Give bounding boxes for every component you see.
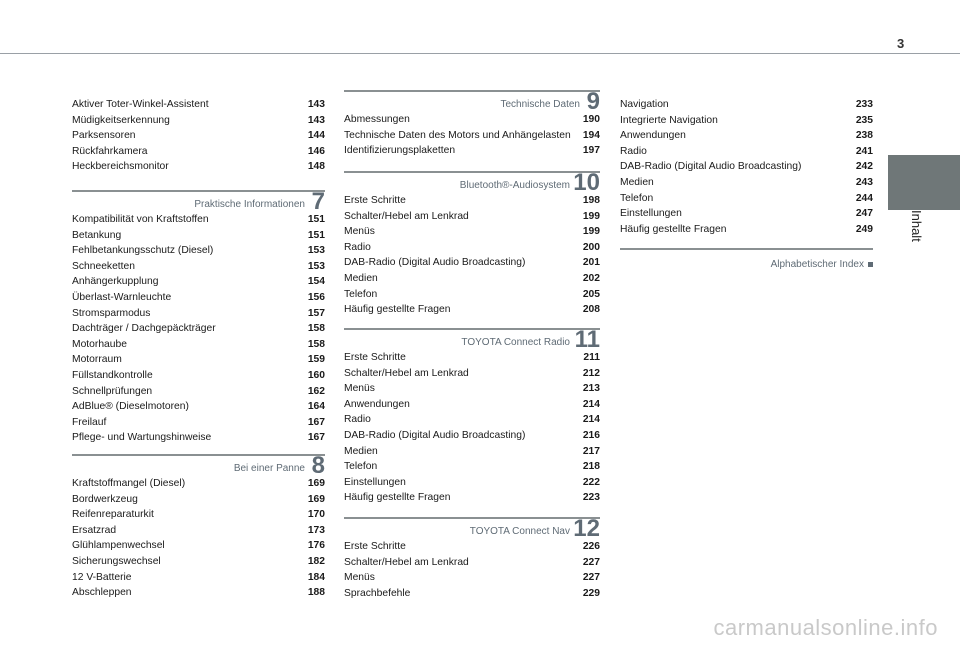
toc-entry-page: 144 — [307, 130, 325, 142]
toc-entry[interactable] — [72, 399, 325, 415]
toc-entry-page: 169 — [307, 478, 325, 489]
toc-entry-page: 167 — [307, 416, 325, 428]
toc-entry-title: Fehlbetankungsschutz (Diesel) — [72, 245, 214, 257]
toc-entry-title: Kraftstoffmangel (Diesel) — [72, 478, 186, 489]
toc-entry-title: Betankung — [72, 229, 122, 241]
toc-entry-title: Aktiver Toter-Winkel-Assistent — [72, 99, 209, 110]
section-entry-list — [344, 193, 600, 318]
toc-entry-title: Radio — [344, 414, 371, 426]
toc-entry-title: Freilauf — [72, 416, 107, 428]
toc-entry-title: Heckbereichsmonitor — [72, 161, 169, 173]
toc-entry[interactable] — [344, 271, 600, 287]
toc-entry[interactable] — [620, 113, 873, 129]
toc-entry-title: Anwendungen — [620, 130, 686, 142]
toc-entry[interactable] — [72, 259, 325, 275]
toc-entry[interactable] — [344, 350, 600, 366]
toc-entry[interactable] — [344, 397, 600, 413]
toc-entry-page: 214 — [582, 414, 600, 426]
toc-entry-page: 154 — [307, 276, 325, 288]
toc-entry-page: 158 — [307, 323, 325, 335]
toc-entry-title: Parksensoren — [72, 130, 136, 142]
section-title: Technische Daten — [500, 99, 580, 110]
toc-entry-title: DAB-Radio (Digital Audio Broadcasting) — [344, 257, 526, 269]
section-rule — [344, 517, 600, 519]
section-number: 9 — [586, 88, 600, 115]
toc-entry-title: Rückfahrkamera — [72, 145, 148, 157]
col3-top-list — [620, 97, 873, 237]
toc-entry[interactable] — [620, 144, 873, 160]
toc-entry[interactable] — [344, 428, 600, 444]
toc-entry[interactable] — [344, 240, 600, 256]
toc-entry[interactable] — [72, 128, 325, 144]
toc-entry-title: Menüs — [344, 226, 375, 238]
toc-entry-page: 164 — [307, 401, 325, 413]
toc-entry-title: Telefon — [344, 461, 378, 473]
section-header — [344, 167, 600, 196]
toc-entry-title: Reifenreparaturkit — [72, 509, 154, 521]
toc-entry-page: 151 — [307, 229, 325, 241]
toc-entry-title: Erste Schritte — [344, 541, 406, 552]
toc-entry-title: Glühlampenwechsel — [72, 540, 165, 552]
toc-entry-title: Dachträger / Dachgepäckträger — [72, 323, 216, 335]
section-entry-list — [72, 476, 325, 601]
toc-entry[interactable] — [72, 306, 325, 322]
toc-entry-page: 214 — [582, 398, 600, 410]
section-rule — [344, 171, 600, 173]
toc-entry-page: 156 — [307, 291, 325, 303]
toc-entry-title: Telefon — [344, 288, 378, 300]
toc-entry-page: 160 — [307, 369, 325, 381]
toc-entry-page: 167 — [307, 432, 325, 444]
toc-entry[interactable] — [344, 459, 600, 475]
toc-entry-title: DAB-Radio (Digital Audio Broadcasting) — [344, 429, 526, 441]
toc-entry-page: 212 — [582, 367, 600, 379]
toc-entry[interactable] — [72, 538, 325, 554]
toc-entry-page: 153 — [307, 245, 325, 257]
toc-entry[interactable] — [72, 113, 325, 129]
toc-entry-title: Schnellprüfungen — [72, 385, 153, 397]
toc-entry[interactable] — [344, 570, 600, 586]
section-9 — [344, 86, 600, 159]
toc-entry[interactable] — [72, 352, 325, 368]
toc-entry-title: Sicherungswechsel — [72, 555, 161, 567]
section-entry-list — [72, 212, 325, 446]
toc-entry[interactable] — [620, 222, 873, 238]
toc-entry[interactable] — [72, 523, 325, 539]
toc-entry-title: Menüs — [344, 572, 375, 584]
toc-entry[interactable] — [344, 112, 600, 128]
toc-entry[interactable] — [344, 490, 600, 506]
section-number: 7 — [311, 188, 325, 215]
section-number: 12 — [573, 515, 600, 542]
toc-entry[interactable] — [344, 555, 600, 571]
toc-entry[interactable] — [72, 97, 325, 113]
toc-entry-title: Erste Schritte — [344, 352, 406, 363]
toc-entry[interactable] — [72, 337, 325, 353]
toc-entry-page: 223 — [582, 492, 600, 504]
toc-entry[interactable] — [72, 430, 325, 446]
toc-entry-title: Häufig gestellte Fragen — [344, 492, 451, 504]
toc-entry-title: Anwendungen — [344, 398, 410, 410]
toc-entry-page: 153 — [307, 260, 325, 272]
toc-entry-title: Schneeketten — [72, 260, 135, 272]
section-title: Bei einer Panne — [233, 463, 305, 474]
toc-entry-title: Müdigkeitserkennung — [72, 114, 170, 126]
toc-entry[interactable] — [344, 143, 600, 159]
side-tab[interactable] — [888, 155, 960, 210]
page-number: 3 — [897, 36, 905, 51]
toc-entry-page: 159 — [307, 354, 325, 366]
alphabetical-index-label: Alphabetischer Index — [770, 259, 864, 270]
toc-entry[interactable] — [72, 212, 325, 228]
toc-entry-page: 184 — [307, 571, 325, 583]
toc-entry[interactable] — [72, 290, 325, 306]
toc-entry-page: 247 — [855, 208, 873, 220]
toc-entry-page: 169 — [307, 493, 325, 505]
toc-entry[interactable] — [72, 384, 325, 400]
toc-entry[interactable] — [620, 175, 873, 191]
toc-entry-page: 233 — [855, 99, 873, 110]
toc-entry-title: Schalter/Hebel am Lenkrad — [344, 210, 469, 222]
toc-entry-title: Abmessungen — [344, 114, 410, 125]
toc-entry[interactable] — [620, 191, 873, 207]
section-entry-list — [344, 539, 600, 601]
section-header — [72, 186, 325, 215]
toc-entry-page: 200 — [582, 241, 600, 253]
toc-entry[interactable] — [344, 209, 600, 225]
section-title: Bluetooth®-Audiosystem — [459, 180, 570, 191]
section-7 — [72, 186, 325, 446]
toc-entry[interactable] — [72, 554, 325, 570]
alphabetical-index-link[interactable] — [771, 259, 873, 270]
toc-entry-page: 242 — [855, 161, 873, 173]
square-bullet-icon — [868, 262, 873, 267]
toc-entry[interactable] — [72, 228, 325, 244]
toc-entry-title: Häufig gestellte Fragen — [620, 223, 727, 235]
toc-entry[interactable] — [344, 586, 600, 602]
toc-entry-title: Abschleppen — [72, 587, 132, 599]
toc-entry[interactable] — [344, 224, 600, 240]
toc-entry-page: 148 — [307, 161, 325, 173]
toc-entry-page: 162 — [307, 385, 325, 397]
toc-entry-page: 146 — [307, 145, 325, 157]
toc-entry-page: 213 — [582, 383, 600, 395]
toc-entry-title: Radio — [620, 145, 647, 157]
toc-entry-title: Pflege- und Wartungshinweise — [72, 432, 212, 444]
toc-entry-page: 199 — [582, 226, 600, 238]
toc-entry-page: 222 — [582, 476, 600, 488]
toc-entry-title: Einstellungen — [344, 476, 406, 488]
section-title: TOYOTA Connect Radio — [461, 337, 570, 348]
toc-entry-page: 157 — [307, 307, 325, 319]
section-10 — [344, 167, 600, 318]
section-title: TOYOTA Connect Nav — [469, 526, 570, 537]
toc-entry[interactable] — [344, 128, 600, 144]
toc-entry-page: 170 — [307, 509, 325, 521]
section-number: 10 — [573, 169, 600, 196]
toc-entry-page: 173 — [307, 524, 325, 536]
toc-entry-title: AdBlue® (Dieselmotoren) — [72, 401, 189, 413]
toc-entry-title: Menüs — [344, 383, 375, 395]
toc-entry-title: Navigation — [620, 99, 669, 110]
section-entry-list — [344, 350, 600, 506]
toc-entry-page: 241 — [855, 145, 873, 157]
toc-entry-page: 143 — [307, 114, 325, 126]
toc-entry-title: Stromsparmodus — [72, 307, 151, 319]
toc-entry-page: 205 — [582, 288, 600, 300]
toc-entry-title: Erste Schritte — [344, 195, 406, 206]
toc-entry-page: 198 — [582, 195, 600, 206]
toc-entry-title: Medien — [344, 272, 378, 284]
section-header — [344, 324, 600, 353]
toc-entry[interactable] — [72, 476, 325, 492]
toc-entry[interactable] — [344, 444, 600, 460]
section-number: 11 — [574, 326, 600, 353]
section-rule — [72, 454, 325, 456]
toc-entry[interactable] — [72, 507, 325, 523]
section-8 — [72, 450, 325, 601]
toc-entry-page: 227 — [582, 556, 600, 568]
toc-entry-page: 202 — [582, 272, 600, 284]
toc-entry[interactable] — [72, 368, 325, 384]
section-rule — [344, 328, 600, 330]
toc-entry-title: Überlast-Warnleuchte — [72, 291, 172, 303]
toc-entry-title: 12 V-Batterie — [72, 571, 132, 583]
toc-entry[interactable] — [72, 159, 325, 175]
watermark: carmanualsonline.info — [713, 615, 938, 640]
toc-entry-page: 229 — [582, 587, 600, 599]
toc-entry-page: 208 — [582, 304, 600, 316]
section-title: Praktische Informationen — [194, 199, 305, 210]
toc-entry-title: Motorhaube — [72, 338, 127, 350]
toc-entry[interactable] — [72, 415, 325, 431]
toc-entry-title: Identifizierungsplaketten — [344, 145, 456, 157]
toc-entry-page: 211 — [583, 352, 600, 363]
section-number: 8 — [311, 452, 325, 479]
toc-entry-title: Medien — [620, 176, 654, 188]
toc-entry-page: 217 — [582, 445, 600, 457]
toc-entry[interactable] — [72, 492, 325, 508]
top-rule — [0, 53, 960, 54]
section-12 — [344, 513, 600, 601]
section-header — [72, 450, 325, 479]
toc-entry-page: 151 — [307, 214, 325, 225]
index-rule — [620, 248, 873, 250]
toc-entry[interactable] — [620, 97, 873, 113]
section-rule — [344, 90, 600, 92]
toc-entry-page: 227 — [582, 572, 600, 584]
toc-entry[interactable] — [72, 321, 325, 337]
toc-entry-page: 249 — [855, 223, 873, 235]
toc-entry-page: 182 — [307, 555, 325, 567]
section-rule — [72, 190, 325, 192]
toc-entry-title: Sprachbefehle — [344, 587, 411, 599]
section-11 — [344, 324, 600, 506]
toc-entry-title: Füllstandkontrolle — [72, 369, 153, 381]
toc-entry-page: 158 — [307, 338, 325, 350]
toc-entry[interactable] — [72, 243, 325, 259]
toc-entry-title: Anhängerkupplung — [72, 276, 159, 288]
toc-entry-title: Telefon — [620, 192, 654, 204]
toc-entry[interactable] — [344, 287, 600, 303]
toc-entry-page: 201 — [582, 257, 600, 269]
toc-entry[interactable] — [620, 159, 873, 175]
toc-entry-page: 197 — [582, 145, 600, 157]
toc-entry[interactable] — [72, 274, 325, 290]
toc-entry[interactable] — [344, 539, 600, 555]
toc-entry-page: 199 — [582, 210, 600, 222]
section-header — [344, 513, 600, 542]
side-label: Inhalt — [909, 210, 924, 242]
toc-entry[interactable] — [344, 193, 600, 209]
toc-entry-title: Technische Daten des Motors und Anhängelasten — [344, 129, 571, 141]
section-header — [344, 86, 600, 115]
toc-entry-page: 226 — [582, 541, 600, 552]
toc-entry-title: Schalter/Hebel am Lenkrad — [344, 556, 469, 568]
toc-entry[interactable] — [620, 206, 873, 222]
toc-entry-title: Bordwerkzeug — [72, 493, 138, 505]
toc-entry-title: Einstellungen — [620, 208, 682, 220]
section-entry-list — [344, 112, 600, 159]
col1-top-list — [72, 97, 325, 175]
toc-entry-title: DAB-Radio (Digital Audio Broadcasting) — [620, 161, 802, 173]
toc-entry-page: 243 — [855, 176, 873, 188]
toc-entry[interactable] — [344, 381, 600, 397]
toc-entry-page: 238 — [855, 130, 873, 142]
toc-entry-page: 216 — [582, 429, 600, 441]
toc-entry[interactable] — [344, 302, 600, 318]
toc-entry-title: Integrierte Navigation — [620, 114, 718, 126]
toc-entry-title: Medien — [344, 445, 378, 457]
toc-entry-page: 235 — [855, 114, 873, 126]
toc-entry-title: Motorraum — [72, 354, 122, 366]
toc-entry-page: 244 — [855, 192, 873, 204]
toc-entry-title: Häufig gestellte Fragen — [344, 304, 451, 316]
toc-entry-title: Kompatibilität von Kraftstoffen — [72, 214, 209, 225]
toc-entry[interactable] — [72, 144, 325, 160]
toc-entry-page: 190 — [582, 114, 600, 125]
toc-entry[interactable] — [344, 475, 600, 491]
toc-entry[interactable] — [620, 128, 873, 144]
toc-entry[interactable] — [72, 585, 325, 601]
toc-entry-page: 176 — [307, 540, 325, 552]
toc-entry-title: Ersatzrad — [72, 524, 117, 536]
toc-entry[interactable] — [344, 255, 600, 271]
toc-entry[interactable] — [72, 570, 325, 586]
toc-entry-title: Schalter/Hebel am Lenkrad — [344, 367, 469, 379]
toc-entry-page: 194 — [582, 129, 600, 141]
toc-entry[interactable] — [344, 366, 600, 382]
toc-entry-page: 218 — [582, 461, 600, 473]
toc-entry[interactable] — [344, 412, 600, 428]
toc-entry-page: 143 — [307, 99, 325, 110]
toc-entry-page: 188 — [307, 587, 325, 599]
toc-entry-title: Radio — [344, 241, 371, 253]
